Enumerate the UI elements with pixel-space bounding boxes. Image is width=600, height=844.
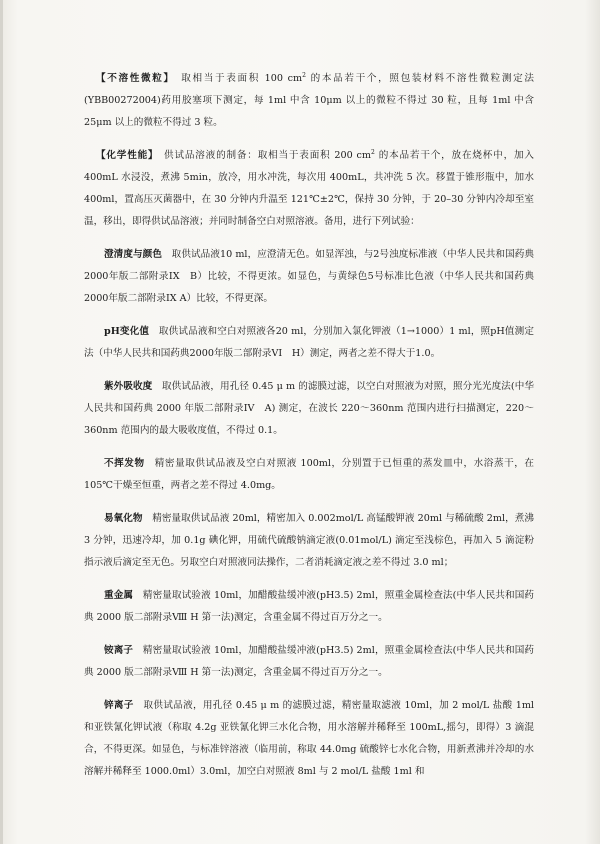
paragraph-heavy-metals: 重金属 精密量取试验液 10ml，加醋酸盐缓冲液(pH3.5) 2ml，照重金属检查法(中华人民共和国药典 2000 版二部附录Ⅷ H 第一法)测定，含重金属不得过百万分之一。 (84, 590, 535, 623)
paragraph-nonvolatile: 不挥发物 精密量取供试品液及空白对照液 100ml，分别置于已恒重的蒸发皿中，水浴蒸干，在 105℃干燥至恒重，两者之差不得过 4.0mg。 (84, 458, 535, 491)
heading-zinc: 锌离子 (104, 700, 134, 711)
paragraph-uv-absorbance: 紫外吸收度 取供试品液，用孔径 0.45 μ m 的滤膜过滤，以空白对照液为对照，照分光光度法(中华人民共和国药典 2000 年版二部附录IV A) 测定，在波长 220～360nm 范围内进行扫描测定，220～360nm 范围内的最大吸收度值，不得过 0.1。 (84, 381, 534, 436)
heading-insoluble-particles: 【不溶性微粒】 (96, 73, 170, 84)
heading-oxidizable: 易氧化物 (104, 513, 143, 524)
paragraph-oxidizable: 易氧化物 精密量取供试品液 20ml，精密加入 0.002mol/L 高锰酸钾液 20ml 与稀硫酸 2ml，煮沸 3 分钟，迅速冷却，加 0.1g 碘化钾，用硫代硫酸钠滴定液(0.01mol/L) 滴定至浅棕色，再加入 5 滴淀粉指示液后滴定至无色。另取空白对照液同法操作，二者消耗滴定液之差不得过 3.0 ml； (84, 513, 535, 568)
heading-ammonium: 铵离子 (104, 645, 134, 656)
heading-uv-absorbance: 紫外吸收度 (104, 381, 153, 392)
heading-ph-change: pH变化值 (104, 326, 150, 337)
paragraph-insoluble-particles: 【不溶性微粒】 取相当于表面积 100 $cm^2$ 的本品若干个，照包装材料不溶性微粒测定法(YBB00272004)药用胶塞项下测定，每 1ml 中含 10μm 以上的微粒不得过 30 粒，且每 1ml 中含 25μm 以上的微粒不得过 3 粒。 (84, 71, 534, 128)
document-body (84, 68, 534, 794)
paragraph-chemical-properties: 【化学性能】 供试品溶液的制备：取相当于表面积 200 $cm^2$ 的本品若干个，放在烧杯中，加入 400mL 水浸没，煮沸 5min，放冷，用水冲洗，每次用 400mL，共冲洗 5 次。移置于锥形瓶中，加水 400ml，置高压灭菌器中，在 30 分钟内升温至 121℃±2℃，保持 30 分钟，于 20–30 分钟内冷却至室温，移出，即得供试品溶液；并同时制备空白对照溶液。备用，进行下列试验： (84, 148, 534, 227)
paragraph-ammonium: 铵离子 精密量取试验液 10ml，加醋酸盐缓冲液(pH3.5) 2ml，照重金属检查法(中华人民共和国药典 2000 版二部附录Ⅷ H 第一法)测定，含重金属不得过百万分之一。 (84, 645, 535, 678)
paragraph-clarity-color: 澄清度与颜色 取供试品液10 ml，应澄清无色。如显浑浊，与2号浊度标准液（中华人民共和国药典2000年版二部附录IX B）比较，不得更浓。如显色，与黄绿色5号标准比色液（中华人民共和国药典2000年版二部附录IX A）比较，不得更深。 (84, 249, 535, 304)
heading-clarity-color: 澄清度与颜色 (104, 249, 162, 260)
heading-chemical-properties: 【化学性能】 (96, 150, 154, 161)
scan-edge (0, 0, 3, 844)
heading-nonvolatile: 不挥发物 (104, 458, 145, 469)
paragraph-ph-change: pH变化值 取供试品液和空白对照液各20 ml，分别加入氯化钾液（1→1000）1 ml，照pH值测定法（中华人民共和国药典2000年版二部附录VI H）测定，两者之差不得大于1.0。 (84, 326, 535, 359)
heading-heavy-metals: 重金属 (104, 590, 134, 601)
paragraph-zinc: 锌离子 取供试品液，用孔径 0.45 μ m 的滤膜过滤，精密量取滤液 10ml，加 2 mol/L 盐酸 1ml 和亚铁氰化钾试液（称取 4.2g 亚铁氰化钾三水化合物，用水溶解并稀释至 100mL,摇匀，即得）3 滴混合，不得更深。如显色，与标准锌溶液（临用前，称取 44.0mg 硫酸锌七水化合物，用新煮沸并冷却的水溶解并稀释至 1000.0ml）3.0ml，加空白对照液 8ml 与 2 mol/L 盐酸 1ml 和 (84, 700, 535, 777)
